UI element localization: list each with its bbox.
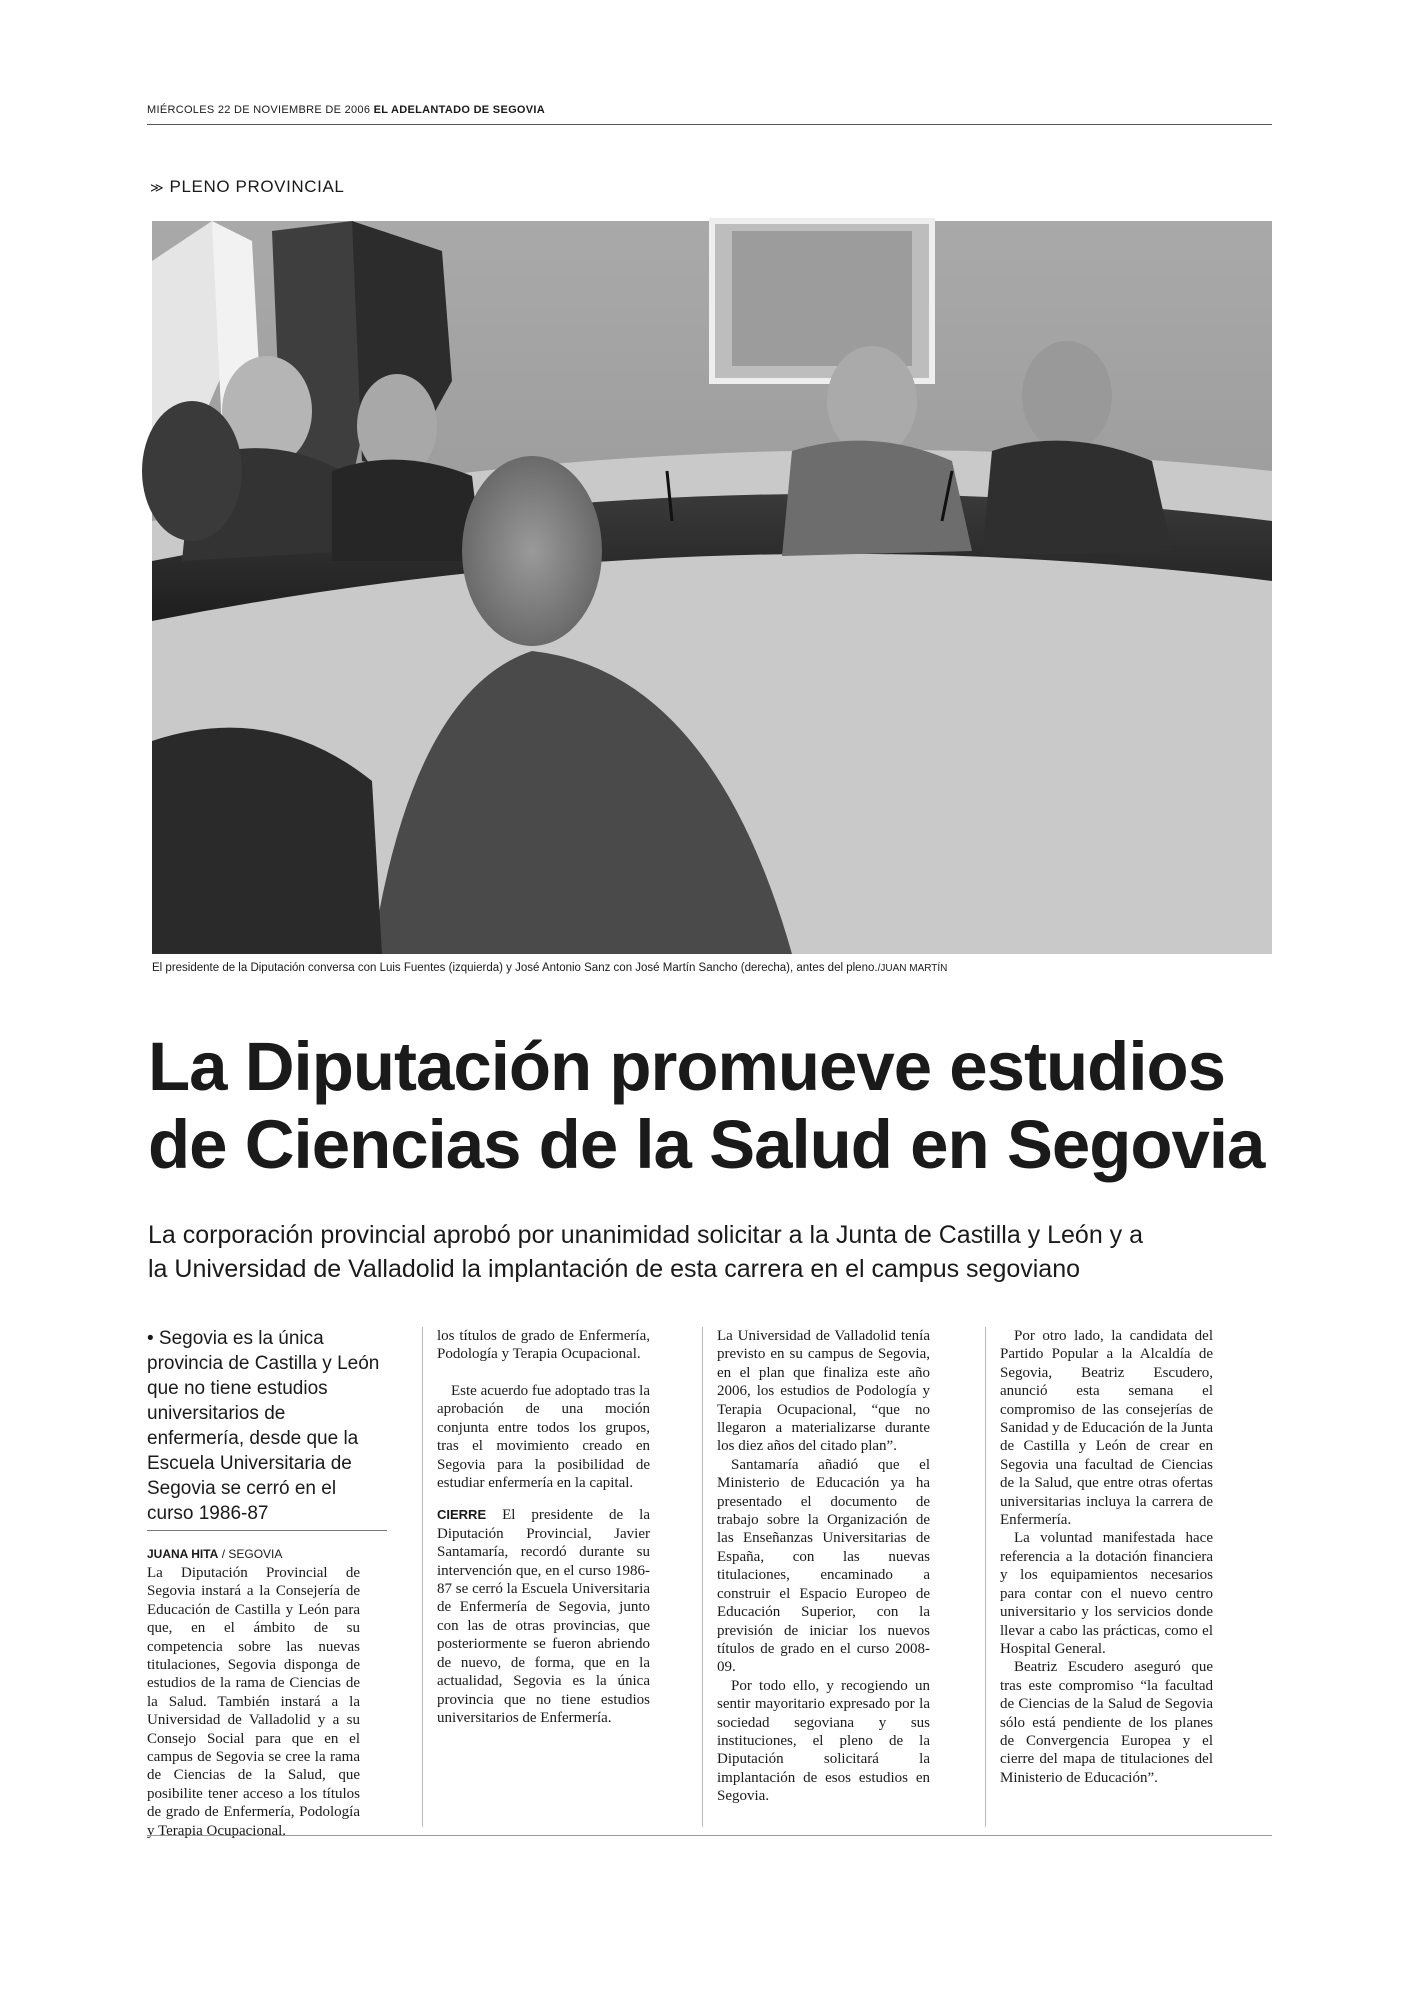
body-paragraph-3-text: El presidente de la Diputación Provincial, Javier Santamaría, recordó durante su intervención que, en el curso 1986-87 se cerró la Escuela Universitaria de Enfermería de Segovia, junto con las de otras provincias, que posteriormente se fueron abriendo de nuevo, de forma, que en la actualidad, Segovia es la única provincia que no tiene estudios universitarios de Enfermería. xyxy=(437,1507,650,1726)
section-label xyxy=(150,177,344,197)
photo-caption xyxy=(152,962,1277,974)
body-paragraph-2: Este acuerdo fue adoptado tras la aprobación de una moción conjunta entre todos los grupos, tras el movimiento creado en Segovia para la posibilidad de estudiar enfermería en la capital. xyxy=(437,1383,650,1492)
pull-quote: • Segovia es la única provincia de Castilla y León que no tiene estudios universitarios de enfermería, desde que la Escuela Universitaria de Segovia se cerró en el curso 1986-87 xyxy=(147,1328,380,1524)
bottom-rule xyxy=(147,1835,1272,1836)
subheadline xyxy=(148,1218,1278,1286)
body-paragraph-6: Por todo ello, y recogiendo un sentir mayoritario expresado por la sociedad segoviana y sus instituciones, el pleno de la Diputación solicitará la implantación de esos estudios en Segovia. xyxy=(717,1677,930,1805)
body-paragraph-1-cont: los títulos de grado de Enfermería, Podología y Terapia Ocupacional. xyxy=(437,1328,650,1363)
column-3 xyxy=(717,1327,930,1827)
body-paragraph-7: Por otro lado, la candidata del Partido Popular a la Alcaldía de Segovia, Beatriz Escudero, anunció esta semana el compromiso de las consejerías de Sanidad y de Educación de la Junta de Castilla y León de crear en Segovia una facultad de Ciencias de la Salud, que entre otras ofertas universitarias incluya la carrera de Enfermería. xyxy=(1000,1328,1213,1529)
column-1 xyxy=(147,1564,360,1839)
header-paper: EL ADELANTADO DE SEGOVIA xyxy=(373,104,546,116)
headline-line-1: La Diputación promueve estudios xyxy=(148,1028,1226,1105)
body-paragraph-1: La Diputación Provincial de Segovia instará a la Consejería de Educación de Castilla y León para que, en el ámbito de su competencia sobre las nuevas titulaciones, Segovia disponga de estudios de la rama de Ciencias de la Salud. También instará a la Universidad de Valladolid y a su Consejo Social para que en el campus de Segovia se cree la rama de Ciencias de la Salud, que posibilite tener acceso a los títulos de grado de Enfermería, Podología y Terapia Ocupacional. xyxy=(147,1565,360,1839)
section-marker-icon: ≫ xyxy=(150,180,165,195)
photo-illustration xyxy=(152,221,1272,954)
column-2 xyxy=(437,1327,650,1827)
body-paragraph-3 xyxy=(437,1506,650,1727)
section-title: PLENO PROVINCIAL xyxy=(169,177,345,196)
body-paragraph-9: Beatriz Escudero aseguró que tras este compromiso “la facultad de Ciencias de la Salud de Segovia sólo está pendiente de los planes de Convergencia Europea y el cierre del mapa de titulaciones del Ministerio de Educación”. xyxy=(1000,1659,1213,1786)
body-paragraph-8: La voluntad manifestada hace referencia a la dotación financiera y los equipamientos necesarios para contar con el nuevo centro universitario y los servicios donde llevar a cabo las prácticas, como el Hospital General. xyxy=(1000,1530,1213,1657)
subheadline-line-1: La corporación provincial aprobó por unanimidad solicitar a la Junta de Castilla y León y a xyxy=(148,1221,1144,1249)
column-divider-1 xyxy=(422,1327,423,1827)
subheadline-line-2: la Universidad de Valladolid la implantación de esta carrera en el campus segoviano xyxy=(148,1255,1081,1283)
column-divider-2 xyxy=(702,1327,703,1827)
photo-credit: /JUAN MARTÍN xyxy=(877,963,948,974)
byline-place: / SEGOVIA xyxy=(221,1547,283,1561)
body-lead-word: CIERRE xyxy=(437,1507,487,1523)
headline xyxy=(148,1028,1278,1184)
column-divider-3 xyxy=(985,1327,986,1827)
header-date: MIÉRCOLES 22 DE NOVIEMBRE DE 2006 xyxy=(147,104,371,116)
byline-author: JUANA HITA xyxy=(147,1547,219,1561)
header-rule xyxy=(147,124,1272,125)
body-paragraph-5: Santamaría añadió que el Ministerio de Educación ya ha presentado el documento de trabajo sobre la Organización de las Enseñanzas Universitarias de España, con las nuevas titulaciones, encaminado a construir el Espacio Europeo de Educación Superior, con la previsión de iniciar los nuevos títulos de grado en el curso 2008-09. xyxy=(717,1456,930,1676)
photo-caption-text: El presidente de la Diputación conversa con Luis Fuentes (izquierda) y José Antonio Sanz con José Martín Sancho (derecha), antes del pleno. xyxy=(152,962,878,974)
headline-line-2: de Ciencias de la Salud en Segovia xyxy=(148,1106,1265,1183)
page-header xyxy=(147,104,1272,116)
pull-quote-rule xyxy=(147,1530,387,1531)
body-paragraph-4: La Universidad de Valladolid tenía previsto en su campus de Segovia, en el plan que finaliza este año 2006, los estudios de Podología y Terapia Ocupacional, “que no llegaron a materializarse durante los diez años del citado plan”. xyxy=(717,1328,930,1455)
news-photo xyxy=(152,221,1272,954)
column-4 xyxy=(1000,1327,1213,1827)
byline xyxy=(147,1547,282,1561)
